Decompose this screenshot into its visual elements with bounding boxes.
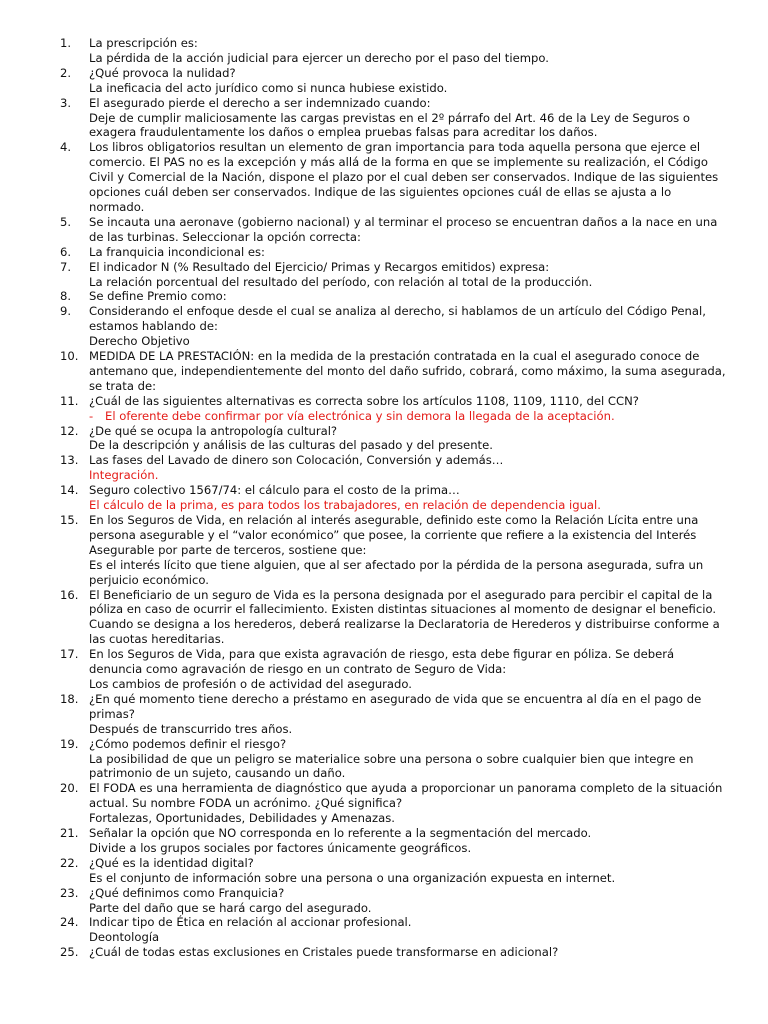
answer-text: Fortalezas, Oportunidades, Debilidades y Amenazas.: [89, 811, 395, 826]
question-item: [60, 424, 728, 454]
question-item: [60, 781, 728, 826]
question-text: La prescripción es:: [89, 36, 198, 50]
question-body: [89, 737, 728, 782]
question-item: [60, 856, 728, 886]
question-body: [89, 513, 728, 588]
answer-text: Divide a los grupos sociales por factores únicamente geográficos.: [89, 840, 472, 855]
question-body: [89, 856, 728, 886]
question-text: ¿Cuál de las siguientes alternativas es correcta sobre los artículos 1108, 1109, 1110, del CCN?: [89, 393, 639, 408]
question-item: [60, 737, 728, 782]
question-body: [89, 245, 728, 260]
question-number: 17.: [60, 647, 79, 662]
question-text: ¿En qué momento tiene derecho a préstamo en asegurado de vida que se encuentra al día en el pago de primas?: [89, 691, 702, 721]
question-body: [89, 886, 728, 916]
question-item: [60, 588, 728, 648]
question-body: [89, 215, 728, 245]
question-number: 19.: [60, 736, 79, 751]
question-body: [89, 289, 728, 304]
question-number: 21.: [60, 826, 79, 841]
answer-text: Los cambios de profesión o de actividad del asegurado.: [89, 676, 412, 691]
question-body: [89, 140, 728, 215]
question-list: [60, 36, 728, 960]
answer-text: La relación porcentual del resultado del período, con relación al total de la producción.: [89, 274, 593, 289]
question-number: 2.: [60, 65, 72, 80]
question-number: 5.: [60, 214, 72, 229]
answer-text: Cuando se designa a los herederos, deberá realizarse la Declaratoria de Herederos y distribuirse conforme a las cuotas hereditarias.: [89, 617, 720, 647]
question-body: [89, 394, 728, 424]
question-item: [60, 260, 728, 290]
question-item: [60, 513, 728, 588]
question-text: El FODA es una herramienta de diagnóstico que ayuda a proporcionar un panorama completo de la situación actual. Su nombre FODA un acrónimo. ¿Qué significa?: [89, 781, 723, 811]
question-number: 15.: [60, 513, 79, 527]
question-text: ¿Qué definimos como Franquicia?: [89, 885, 285, 900]
question-item: [60, 826, 728, 856]
highlighted-answer-text: El oferente debe confirmar por vía electrónica y sin demora la llegada de la aceptación.: [105, 408, 615, 423]
question-body: [89, 349, 728, 394]
question-body: [89, 36, 728, 66]
highlighted-answer: El cálculo de la prima, es para todos los trabajadores, en relación de dependencia igual.: [89, 498, 601, 513]
question-text: ¿De qué se ocupa la antropología cultural?: [89, 423, 338, 438]
question-body: [89, 96, 728, 141]
answer-text: Es el interés lícito que tiene alguien, que al ser afectado por la pérdida de la persona asegurada, sufra un perjuicio económico.: [89, 557, 704, 587]
question-text: MEDIDA DE LA PRESTACIÓN: en la medida de la prestación contratada en la cual el asegurado conoce de antemano que, independientemente del monto del daño sufrido, cobrará, como máximo, la suma asegurada, se trata de:: [89, 349, 726, 393]
question-text: ¿Qué provoca la nulidad?: [89, 65, 236, 80]
question-text: La franquicia incondicional es:: [89, 244, 265, 259]
question-text: El Beneficiario de un seguro de Vida es la persona designada por el asegurado para percibir el capital de la póliza en caso de ocurrir el fallecimiento. Existen distintas situaciones al momento de designar el beneficio.: [89, 587, 717, 617]
answer-text: La pérdida de la acción judicial para ejercer un derecho por el paso del tiempo.: [89, 50, 549, 65]
question-body: [89, 66, 728, 96]
question-item: [60, 215, 728, 245]
question-body: [89, 915, 728, 945]
question-text: ¿Qué es la identidad digital?: [89, 855, 254, 870]
question-number: 22.: [60, 855, 79, 870]
question-item: [60, 453, 728, 483]
question-body: [89, 588, 728, 648]
question-item: [60, 349, 728, 394]
question-number: 18.: [60, 691, 79, 706]
question-number: 13.: [60, 453, 79, 468]
question-item: [60, 96, 728, 141]
question-number: 14.: [60, 483, 79, 498]
question-text: Seguro colectivo 1567/74: el cálculo para el costo de la prima…: [89, 483, 460, 498]
question-item: [60, 647, 728, 692]
question-item: [60, 886, 728, 916]
question-item: [60, 394, 728, 424]
question-item: [60, 289, 728, 304]
question-text: Considerando el enfoque desde el cual se analiza al derecho, si hablamos de un artículo del Código Penal, estamos hablando de:: [89, 304, 706, 334]
question-number: 11.: [60, 393, 79, 408]
question-body: [89, 945, 728, 960]
question-body: [89, 781, 728, 826]
answer-text: Es el conjunto de información sobre una persona o una organización expuesta en internet.: [89, 870, 616, 885]
answer-text: La ineficacia del acto jurídico como si nunca hubiese existido.: [89, 80, 448, 95]
question-text: En los Seguros de Vida, en relación al interés asegurable, definido este como la Relación Lícita entre una persona asegurable y el “valor económico” que posee, la corriente que refiere a la existencia del Interés Asegurable por parte de terceros, sostiene que:: [89, 513, 699, 557]
question-item: [60, 483, 728, 513]
question-body: [89, 304, 728, 349]
question-number: 1.: [60, 36, 72, 50]
question-number: 10.: [60, 349, 79, 364]
question-text: Señalar la opción que NO corresponda en lo referente a la segmentación del mercado.: [89, 826, 592, 841]
question-body: [89, 260, 728, 290]
question-item: [60, 36, 728, 66]
question-item: [60, 915, 728, 945]
question-number: 24.: [60, 915, 79, 930]
question-body: [89, 453, 728, 483]
question-item: [60, 692, 728, 737]
question-number: 9.: [60, 304, 72, 319]
answer-text: De la descripción y análisis de las culturas del pasado y del presente.: [89, 438, 493, 453]
question-item: [60, 140, 728, 215]
question-text: El asegurado pierde el derecho a ser indemnizado cuando:: [89, 95, 431, 110]
question-number: 20.: [60, 781, 79, 796]
question-text: Las fases del Lavado de dinero son Colocación, Conversión y además…: [89, 453, 504, 468]
question-number: 8.: [60, 289, 72, 304]
question-body: [89, 483, 728, 513]
question-number: 25.: [60, 945, 79, 960]
question-item: [60, 66, 728, 96]
question-item: [60, 245, 728, 260]
question-body: [89, 692, 728, 737]
question-number: 12.: [60, 423, 79, 438]
question-item: [60, 945, 728, 960]
question-text: En los Seguros de Vida, para que exista agravación de riesgo, esta debe figurar en póliza. Se deberá denuncia como agravación de riesgo en un contrato de Seguro de Vida:: [89, 647, 675, 677]
highlighted-answer: Integración.: [89, 468, 159, 483]
bullet-dash: -: [89, 408, 94, 423]
answer-text: Derecho Objetivo: [89, 334, 190, 349]
question-number: 16.: [60, 587, 79, 602]
question-body: [89, 826, 728, 856]
question-number: 3.: [60, 95, 72, 110]
question-text: Se define Premio como:: [89, 289, 227, 304]
question-number: 23.: [60, 885, 79, 900]
answer-text: La posibilidad de que un peligro se materialice sobre una persona o sobre cualquier bien que integre en patrimonio de un sujeto, causando un daño.: [89, 751, 694, 781]
question-text: Se incauta una aeronave (gobierno nacional) y al terminar el proceso se encuentran daños a la nace en una de las turbinas. Seleccionar la opción correcta:: [89, 214, 718, 244]
question-text: ¿Cómo podemos definir el riesgo?: [89, 736, 287, 751]
answer-text: Deontología: [89, 930, 160, 945]
question-item: [60, 304, 728, 349]
question-number: 4.: [60, 140, 72, 155]
question-text: ¿Cuál de todas estas exclusiones en Cristales puede transformarse en adicional?: [89, 945, 559, 960]
question-number: 6.: [60, 244, 72, 259]
answer-text: Deje de cumplir maliciosamente las cargas previstas en el 2º párrafo del Art. 46 de la Ley de Seguros o exagera fraudulentamente los daños o emplea pruebas falsas para acreditar los daños.: [89, 110, 691, 140]
question-text: El indicador N (% Resultado del Ejercicio/ Primas y Recargos emitidos) expresa:: [89, 259, 550, 274]
question-text: Los libros obligatorios resultan un elemento de gran importancia para toda aquella persona que ejerce el comercio. El PAS no es la excepción y más allá de la forma en que se implemente su realización, el Código Civil y Comercial de la Nación, dispone el plazo por el cual deben ser conservados. Indique de las siguientes opciones cuál deben ser conservados. Indique de las siguientes opciones cuál de ellas se ajusta a lo normado.: [89, 140, 719, 214]
question-body: [89, 647, 728, 692]
answer-text: Parte del daño que se hará cargo del asegurado.: [89, 900, 372, 915]
question-text: Indicar tipo de Ética en relación al accionar profesional.: [89, 915, 412, 930]
answer-text: Después de transcurrido tres años.: [89, 721, 293, 736]
highlighted-answer: [89, 409, 728, 424]
question-body: [89, 424, 728, 454]
question-number: 7.: [60, 259, 72, 274]
